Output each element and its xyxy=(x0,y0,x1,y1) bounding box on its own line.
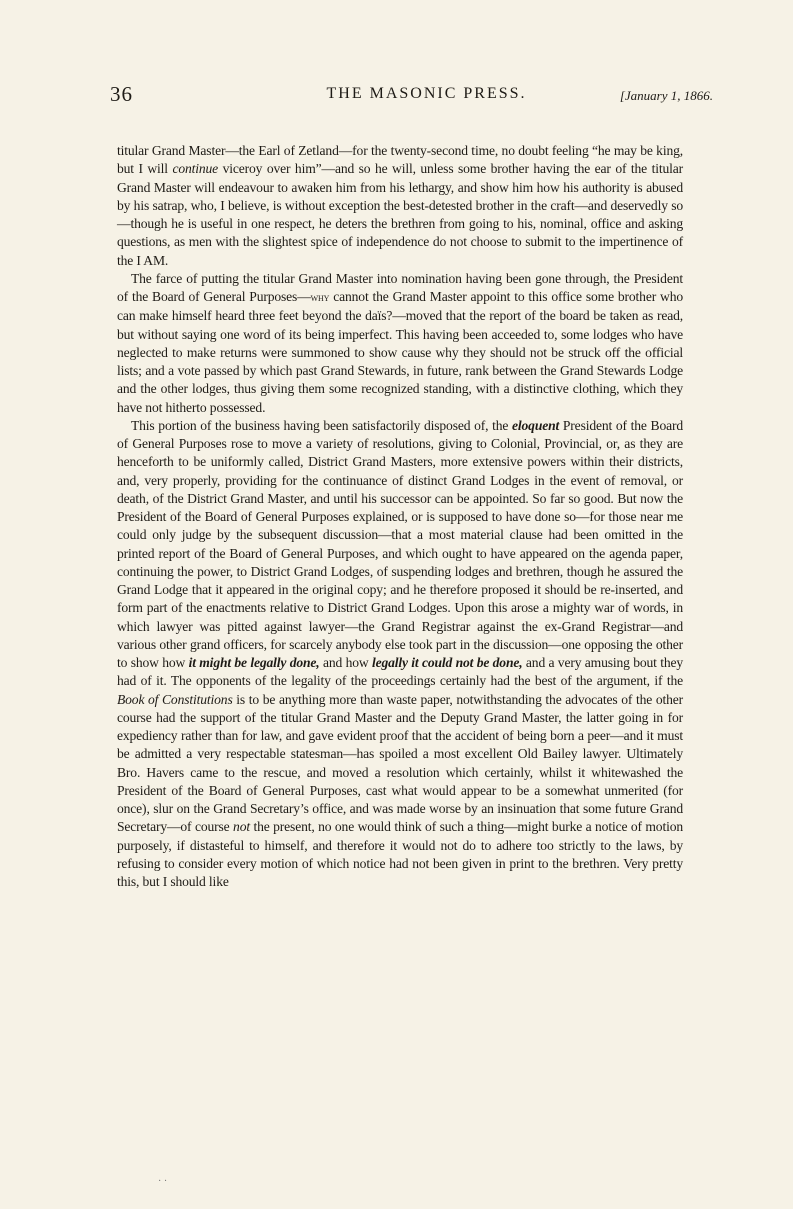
text-segment: the best-detested brother in the craft—and deservedly so—though he is useful in one respect, he deters the brethren from going to his, nominal, office and asking questions, as men with the slightest spice of independence do not choose to submit to the impertinence of the I AM. xyxy=(117,197,684,268)
issue-date: [January 1, 1866. xyxy=(619,88,713,103)
paragraph-1 xyxy=(117,142,683,270)
text-segment: the present, no one would think of such a thing—might burke a notice of motion purposely, if distasteful to himself, and therefore it would not do to adhere too strictly to the laws, by refusing to consider every motion of which notice had not been given in print to the brethren. Very pretty this, but I should like xyxy=(117,819,683,889)
article-body xyxy=(117,142,683,891)
text-segment: why xyxy=(310,292,330,304)
paragraph-2 xyxy=(117,270,683,417)
text-segment: Book of Constitutions xyxy=(117,691,233,707)
text-segment: titular Grand Master—the Earl of Zetland—for the twenty-second time, no doubt feeling “he may be king, but I will xyxy=(117,143,683,177)
text-segment: legally it could not be done, xyxy=(371,655,523,670)
text-segment: viceroy over him”—and so he will, unless some brother having the ear of the titular Grand Master will endeavour to awaken him from his lethargy, and show him how his authority is abused by his satrap, who, I believe, is without exception xyxy=(117,161,684,213)
text-segment: and a very amusing bout they had of it. The opponents of the legality of the proceedings certainly had the best of the argument, if the xyxy=(117,655,683,689)
page-header xyxy=(110,82,713,112)
text-segment: This portion of the business having been satisfactorily disposed of, the xyxy=(131,417,513,433)
paragraph-3 xyxy=(117,417,683,892)
text-segment: is to be anything more than waste paper, notwithstanding the advocates of the other course had the support of the titular Grand Master and the Deputy Grand Master, the latter going in for expediency rather than for law, and gave evident proof that the accident of being born a peer—and it must be admitted a very respectable statesman—has spoiled a most excellent Old Bailey lawyer. Ultimately Bro. Havers came to the rescue, and moved a resolution which certainly, whilst it whitewashed the President of the Board of General Purposes, cast what would appear to be a somewhat unmerited (for once), slur on the Grand Secretary’s office, and was made worse by an insinuation that some future Grand Secretary—of course xyxy=(117,691,684,835)
text-segment: President of the Board of General Purposes rose to move a variety of resolutions, giving to Colonial, Provincial, or, as they are henceforth to be uniformly called, District Grand Masters, more extensive powers within their districts, and, very properly, providing for the continuance of distinct Grand Lodges in the event of removal, or death, of the District Grand Master, and until his successor can be appointed. So far so good. But now the President of the Board of General Purposes explained, or is supposed to have done so—for those near me could only judge by the subsequent discussion—that a most material clause had been omitted in the printed report of the Board of General Purposes, and which ought to have appeared on the agenda paper, continuing the power, to District Grand Lodges, of suspending lodges and brethren, though he assured the Grand Lodge that it appeared in the original copy; and he therefore proposed it should be re-inserted, and form part of the enactments relative to District Grand Lodges. Upon this arose a mighty war of words, in which lawyer was pitted against lawyer—the Grand Registrar against the ex-Grand Registrar—and various other grand officers, for scarcely anybody else took part in the discussion—one opposing the other to show how xyxy=(117,417,683,670)
text-segment: eloquent xyxy=(512,417,560,433)
text-segment: it might be legally done, xyxy=(188,655,320,670)
running-title: THE MASONIC PRESS. xyxy=(326,85,527,102)
text-segment: not xyxy=(233,819,250,835)
text-segment: continue xyxy=(172,161,219,177)
printer-mark: · · xyxy=(158,1176,168,1187)
text-segment: The farce of putting the titular Grand Master into nomination having been gone through, the President of the Board of General Purposes— xyxy=(117,270,683,304)
text-segment: and how xyxy=(319,655,372,670)
page-number: 36 xyxy=(110,82,133,106)
text-segment: cannot the Grand Master appoint to this office some brother who can make himself heard three feet beyond the daïs?—moved that the report of the board be taken as read, but without saying one word of its being imperfect. This having been acceeded to, some lodges who have neglected to make returns were summoned to show cause why they should not be struck off the official lists; and a vote passed by which past Grand Stewards, in future, rank between the Grand Stewards Lodge and the other lodges, thus giving them some recognized standing, with a distinctive clothing, which they have not hitherto possessed. xyxy=(117,289,683,415)
